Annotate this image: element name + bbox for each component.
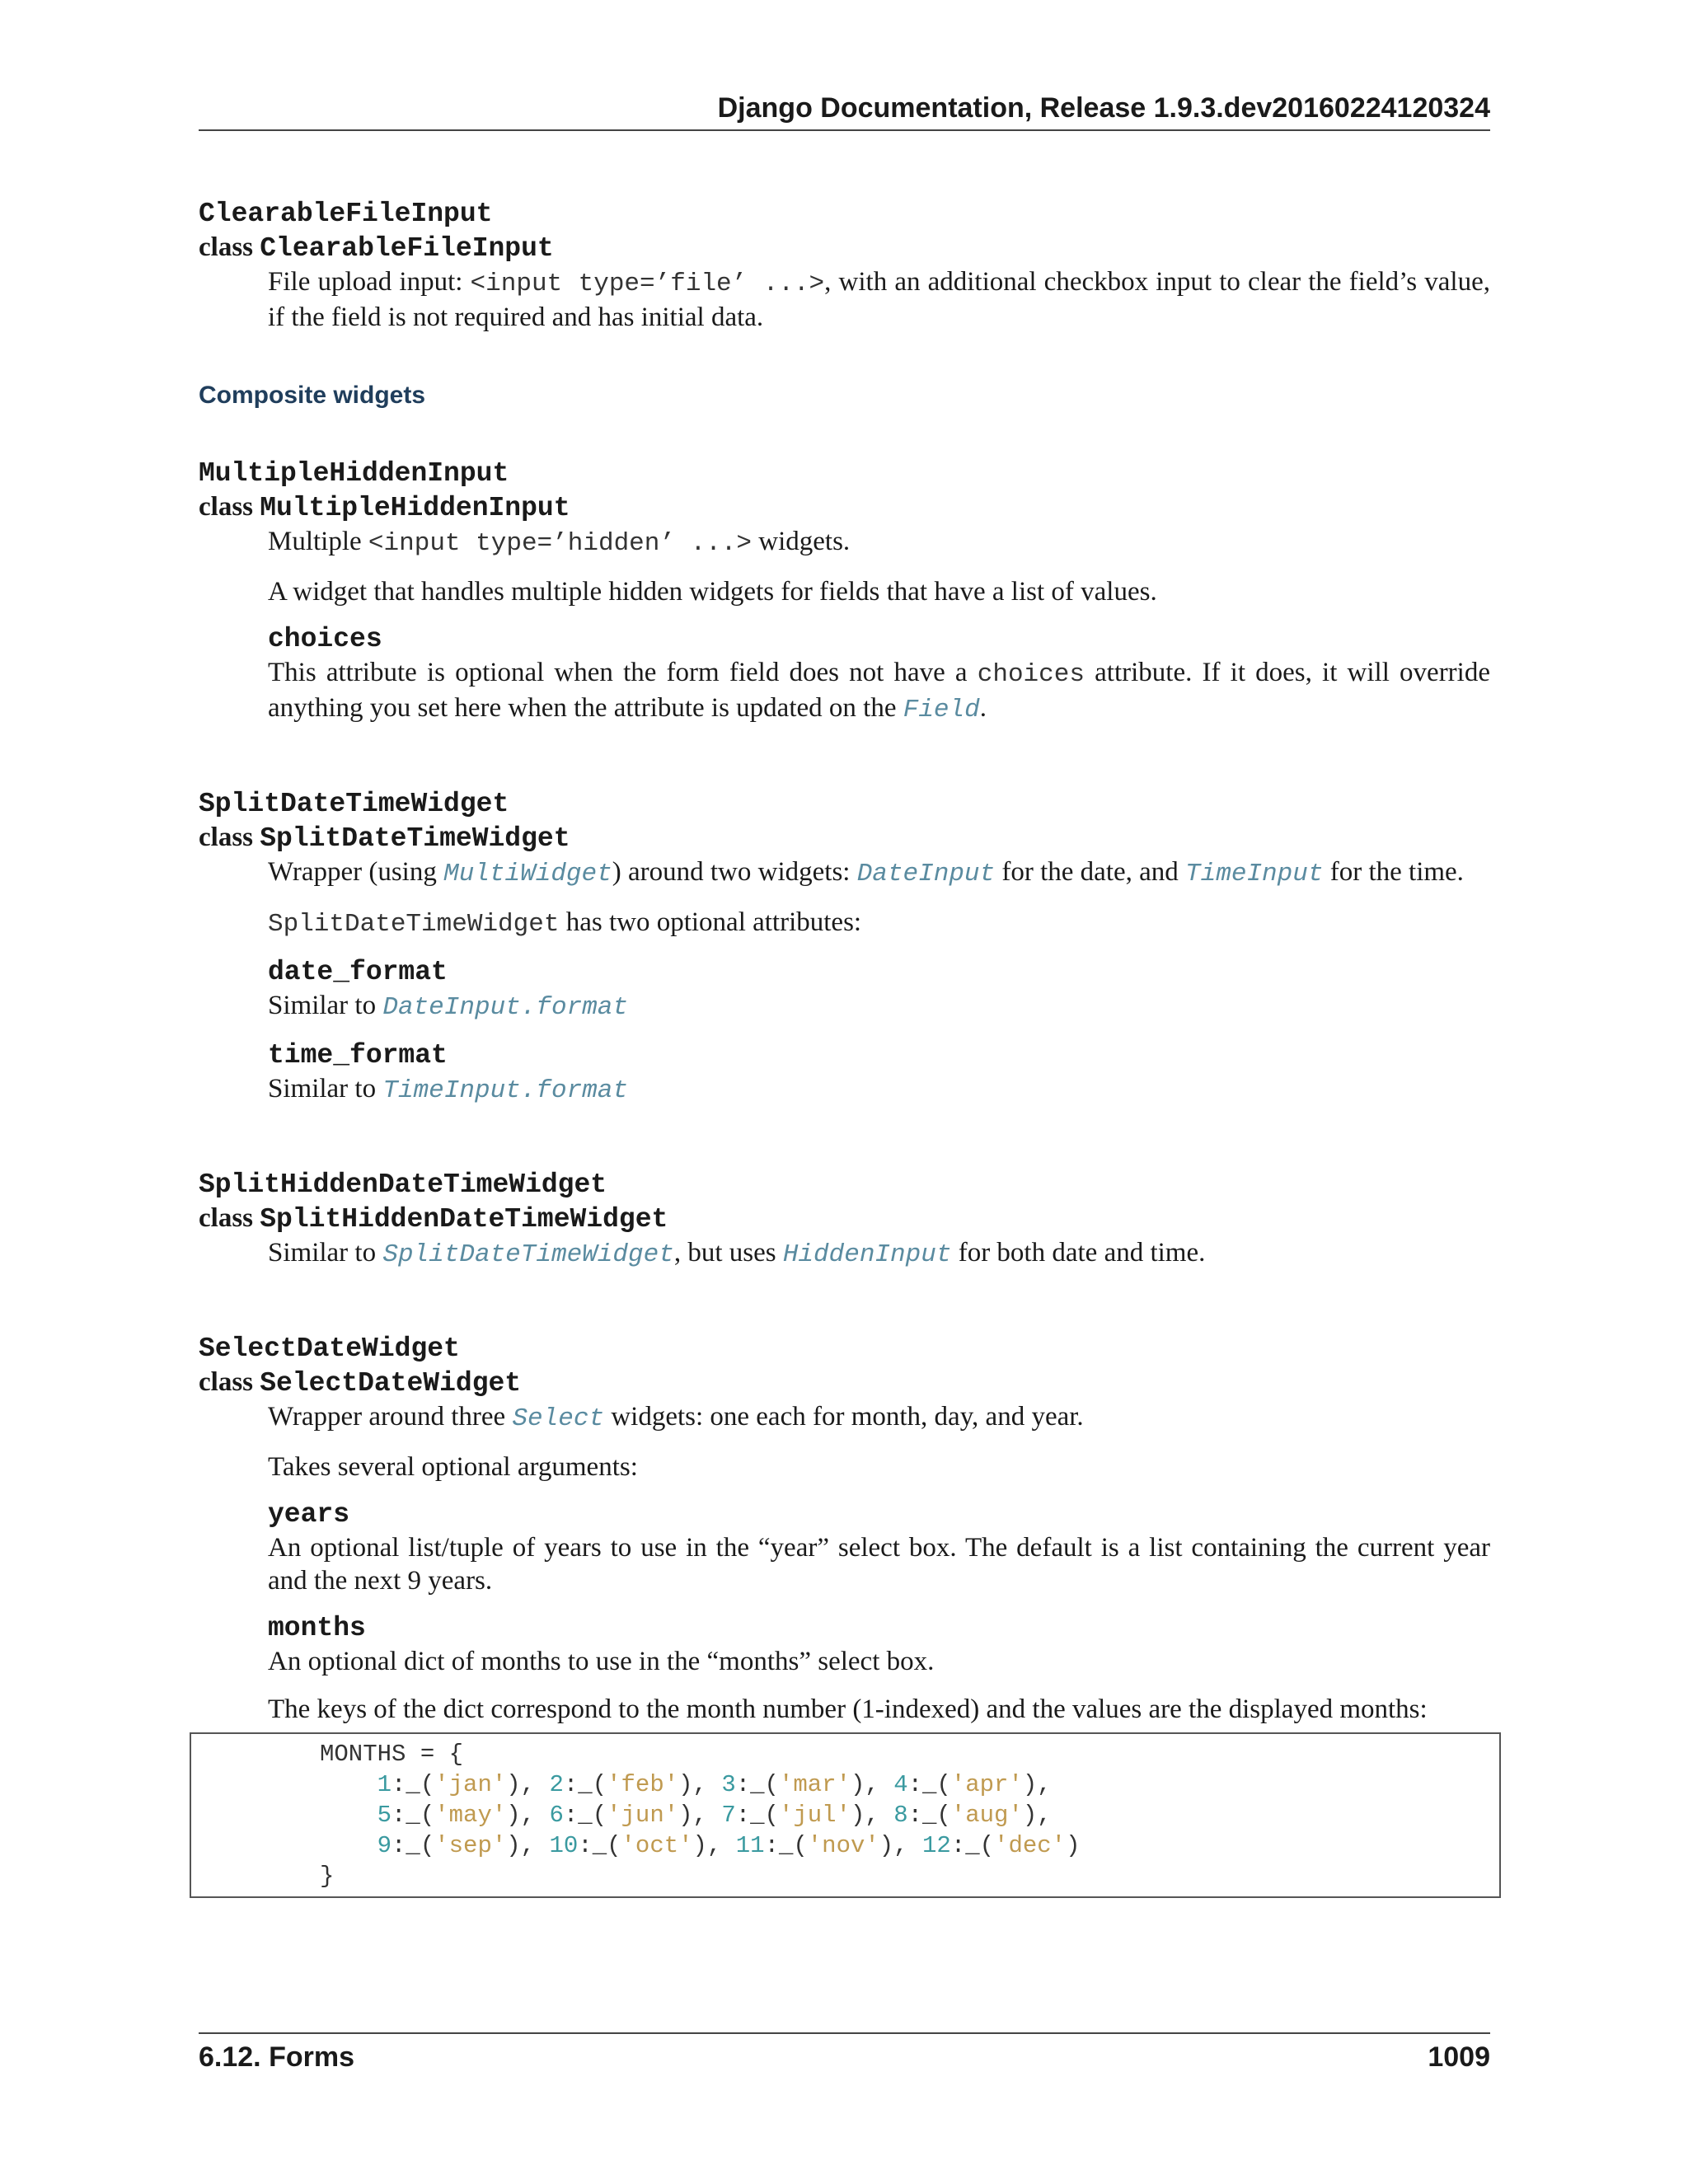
text-span: widgets: one each for month, day, and year.	[604, 1402, 1084, 1432]
class-keyword: class	[199, 1367, 253, 1397]
code-line: }	[320, 1863, 335, 1890]
entry-splitdatetimewidget	[199, 788, 1490, 1108]
code-string: 'jan'	[434, 1771, 507, 1798]
section-heading-composite: Composite widgets	[199, 382, 426, 409]
attribute-description	[268, 989, 1490, 1024]
class-signature[interactable]	[199, 231, 1490, 265]
text-span: ) around two widgets:	[612, 857, 857, 887]
footer-rule	[199, 2032, 1490, 2034]
description-paragraph	[268, 265, 1490, 334]
code-number: 4	[893, 1771, 908, 1798]
class-keyword: class	[199, 492, 253, 522]
code-number: 3	[721, 1771, 736, 1798]
text-span: File upload input:	[268, 267, 471, 297]
header-rule	[199, 129, 1490, 131]
text-span: Similar to	[268, 991, 383, 1020]
text-span: Wrapper around three	[268, 1402, 513, 1432]
text-span: attribute. If it does, it will override anything you set here when the attribute is updated on the	[268, 658, 1490, 723]
text-span: .	[979, 693, 987, 723]
entry-description	[268, 855, 1490, 1108]
entry-description	[268, 525, 1490, 727]
code-line: 1:_('jan'), 2:_('feb'), 3:_('mar'), 4:_('apr'),	[377, 1771, 1052, 1798]
code-number: 11	[735, 1832, 765, 1859]
code-number: 6	[549, 1802, 564, 1829]
description-paragraph	[268, 906, 1490, 941]
class-name: SelectDateWidget	[260, 1368, 522, 1399]
reference-link[interactable]: MultiWidget	[443, 860, 612, 888]
class-name: ClearableFileInput	[260, 233, 554, 264]
code-string: 'nov'	[807, 1832, 879, 1859]
code-line: MONTHS = {	[320, 1741, 464, 1768]
description-paragraph	[268, 1236, 1490, 1272]
description-paragraph	[268, 855, 1490, 891]
code-number: 2	[549, 1771, 564, 1798]
inline-code: choices	[977, 660, 1085, 689]
description-paragraph	[268, 1400, 1490, 1436]
spacer	[199, 742, 1490, 788]
entry-description	[268, 1400, 1490, 1726]
code-string: 'apr'	[950, 1771, 1023, 1798]
page-content	[199, 198, 1490, 1898]
inline-code: <input type=’file’ ...>	[470, 269, 825, 298]
class-keyword: class	[199, 823, 253, 852]
attribute-name[interactable]: time_format	[268, 1040, 448, 1071]
footer-section: 6.12. Forms	[199, 2041, 354, 2073]
reference-link[interactable]: DateInput.format	[382, 993, 628, 1022]
inline-code: SplitDateTimeWidget	[268, 910, 560, 939]
attribute-name[interactable]: years	[268, 1499, 350, 1530]
attribute-description	[268, 1072, 1490, 1108]
text-span: , but uses	[673, 1238, 783, 1268]
code-string: 'jul'	[778, 1802, 851, 1829]
text-span: , with an additional checkbox input to clear the field’s value, if the field is not required and has initial data.	[268, 267, 1490, 332]
text-span: Multiple	[268, 527, 368, 556]
class-keyword: class	[199, 232, 253, 262]
text-span: for the time.	[1323, 857, 1464, 887]
entry-multiplehiddeninput	[199, 457, 1490, 727]
attribute-description: An optional list/tuple of years to use in the “year” select box. The default is a list containing the current year and the next 9 years.	[268, 1533, 1490, 1596]
text-span: has two optional attributes:	[559, 907, 862, 937]
code-string: 'feb'	[607, 1771, 679, 1798]
text-span: Similar to	[268, 1074, 383, 1104]
code-number: 5	[377, 1802, 392, 1829]
reference-link[interactable]: Field	[903, 696, 980, 724]
running-header-title: Django Documentation, Release 1.9.3.dev20160224120324	[717, 92, 1490, 124]
entry-clearablefileinput	[199, 198, 1490, 334]
text-span: Similar to	[268, 1238, 383, 1268]
spacer	[199, 1122, 1490, 1169]
text-span: widgets.	[752, 527, 851, 556]
attribute-name[interactable]: choices	[268, 624, 382, 654]
code-number: 1	[377, 1771, 392, 1798]
description-paragraph	[268, 525, 1490, 560]
description-paragraph: A widget that handles multiple hidden widgets for fields that have a list of values.	[268, 577, 1157, 607]
attribute-description	[268, 656, 1490, 727]
class-signature[interactable]	[199, 490, 1490, 525]
attribute-name[interactable]: months	[268, 1613, 366, 1643]
code-number: 9	[377, 1832, 392, 1859]
text-span: Wrapper (using	[268, 857, 444, 887]
entry-label: SplitDateTimeWidget	[199, 789, 509, 819]
code-string: 'may'	[434, 1802, 507, 1829]
code-block[interactable]	[190, 1732, 1501, 1898]
entry-description	[268, 265, 1490, 334]
description-paragraph: Takes several optional arguments:	[268, 1452, 638, 1482]
page-number: 1009	[1428, 2041, 1490, 2073]
text-span: This attribute is optional when the form field does not have a	[268, 658, 978, 687]
attribute-description: The keys of the dict correspond to the month number (1-indexed) and the values are the displayed months:	[268, 1694, 1428, 1724]
code-number: 10	[549, 1832, 579, 1859]
class-signature[interactable]	[199, 821, 1490, 855]
code-string: 'aug'	[950, 1802, 1023, 1829]
entry-label: MultipleHiddenInput	[199, 458, 509, 489]
code-number: 12	[922, 1832, 951, 1859]
code-string: 'jun'	[607, 1802, 679, 1829]
code-number: 8	[893, 1802, 908, 1829]
class-name: MultipleHiddenInput	[260, 493, 570, 523]
class-keyword: class	[199, 1203, 253, 1233]
class-signature[interactable]	[199, 1202, 1490, 1236]
entry-label: SelectDateWidget	[199, 1333, 460, 1364]
code-string: 'oct'	[621, 1832, 693, 1859]
reference-link[interactable]: SplitDateTimeWidget	[382, 1240, 674, 1269]
code-number: 7	[721, 1802, 736, 1829]
code-string: 'sep'	[434, 1832, 507, 1859]
reference-link[interactable]: DateInput	[856, 860, 996, 888]
entry-label: SplitHiddenDateTimeWidget	[199, 1169, 607, 1200]
inline-code: <input type=’hidden’ ...>	[368, 529, 752, 558]
entry-selectdatewidget	[199, 1333, 1490, 1726]
reference-link[interactable]: HiddenInput	[782, 1240, 952, 1269]
reference-link[interactable]: TimeInput	[1185, 860, 1324, 888]
code-string: 'dec'	[994, 1832, 1067, 1859]
entry-label: ClearableFileInput	[199, 199, 493, 229]
class-name: SplitHiddenDateTimeWidget	[260, 1204, 668, 1235]
reference-link[interactable]: TimeInput.format	[382, 1076, 628, 1105]
text-span: for the date, and	[995, 857, 1186, 887]
code-line: 9:_('sep'), 10:_('oct'), 11:_('nov'), 12:_('dec')	[377, 1832, 1081, 1859]
class-name: SplitDateTimeWidget	[260, 823, 570, 854]
class-signature[interactable]	[199, 1366, 1490, 1400]
reference-link[interactable]: Select	[512, 1404, 605, 1433]
code-line: 5:_('may'), 6:_('jun'), 7:_('jul'), 8:_('aug'),	[377, 1802, 1052, 1829]
entry-splithiddendatetimewidget	[199, 1169, 1490, 1272]
attribute-name[interactable]: date_format	[268, 957, 448, 987]
attribute-description: An optional dict of months to use in the “months” select box.	[268, 1647, 935, 1676]
entry-description	[268, 1236, 1490, 1272]
code-string: 'mar'	[778, 1771, 851, 1798]
text-span: for both date and time.	[951, 1238, 1206, 1268]
spacer	[199, 1286, 1490, 1333]
